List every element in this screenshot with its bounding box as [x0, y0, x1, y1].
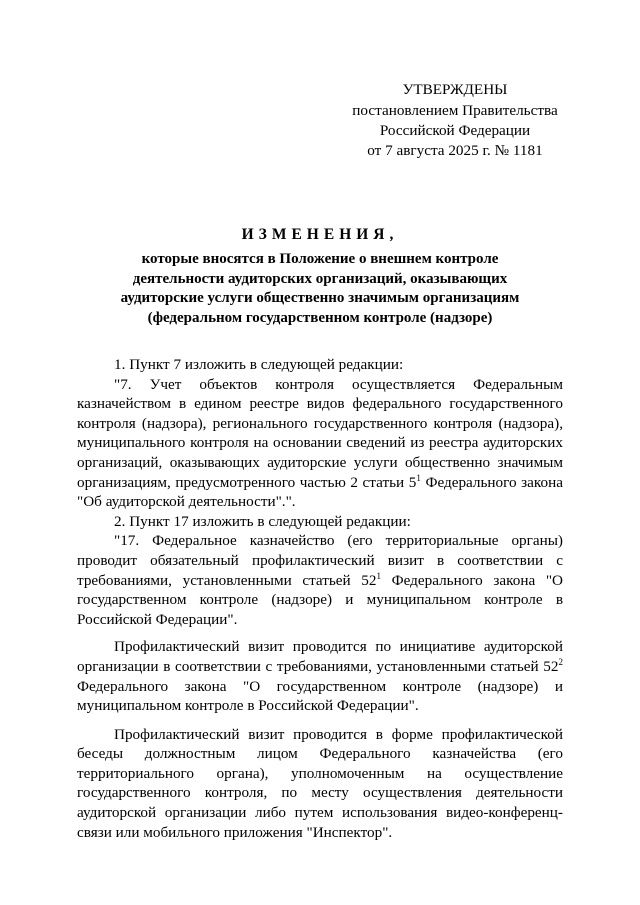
approval-line: постановлением Правительства	[352, 102, 558, 119]
superscript: 2	[558, 656, 563, 667]
approval-stamp	[330, 80, 580, 161]
item-1-intro: 1. Пункт 7 изложить в следующей редакции:	[114, 356, 404, 373]
approval-title: УТВЕРЖДЕНЫ	[402, 81, 508, 98]
superscript: 1	[416, 472, 421, 483]
item-2-text-a: "17. Федеральное казначейство (его территориальные органы) проводит обязательный профилактический визит в соответствии с требованиями, установленными статьей 52	[77, 532, 563, 589]
item-2-text	[77, 531, 563, 629]
paragraph-initiative	[77, 637, 563, 715]
subtitle-line: (федеральном государственном контроле (надзоре)	[147, 309, 493, 326]
superscript: 1	[376, 570, 381, 581]
item-2-intro: 2. Пункт 17 изложить в следующей редакции:	[114, 512, 411, 530]
subtitle-line: деятельности аудиторских организаций, оказывающих	[132, 270, 508, 287]
approval-line: Российской Федерации	[379, 122, 531, 139]
paragraph-initiative-a: Профилактический визит проводится по инициативе аудиторской организации в соответствии с требованиями, установленными статьей 52	[77, 638, 563, 675]
paragraph-initiative-b: Федерального закона "О государственном контроле (надзоре) и муниципальном контроле в Российской Федерации".	[77, 677, 563, 715]
item-1-text-a: "7. Учет объектов контроля осуществляется Федеральным казначейством в едином реестре видов федерального государственного контроля (надзора), регионального государственного контроля (надзора), муниципального контроля на основании сведений из реестра аудиторских организаций, оказывающих аудиторские услуги общественно значимым организациям, предусмотренного частью 2 статьи 5	[77, 375, 563, 491]
subtitle-line: которые вносятся в Положение о внешнем контроле	[141, 251, 499, 267]
approval-date: от 7 августа 2025 г. № 1181	[367, 142, 543, 159]
paragraph-form: Профилактический визит проводится в форме профилактической беседы должностным лицом Федерального казначейства (его территориального органа), уполномоченным на осуществление государственного контроля, по месту осуществления деятельности аудиторской организации либо путем использования видео-конференц-связи или мобильного приложения "Инспектор".	[77, 725, 563, 841]
document-body	[77, 355, 563, 842]
document-title: ИЗМЕНЕНИЯ,	[241, 226, 399, 243]
item-1-text-b: Федерального закона "Об аудиторской деятельности".".	[77, 473, 563, 511]
item-1-text	[77, 375, 563, 512]
subtitle-line: аудиторские услуги общественно значимым организациям	[120, 290, 520, 306]
document-subtitle	[80, 250, 560, 328]
item-2-text-b: Федерального закона "О государственном контроле (надзоре) и муниципальном контроле в Российской Федерации".	[77, 571, 564, 628]
